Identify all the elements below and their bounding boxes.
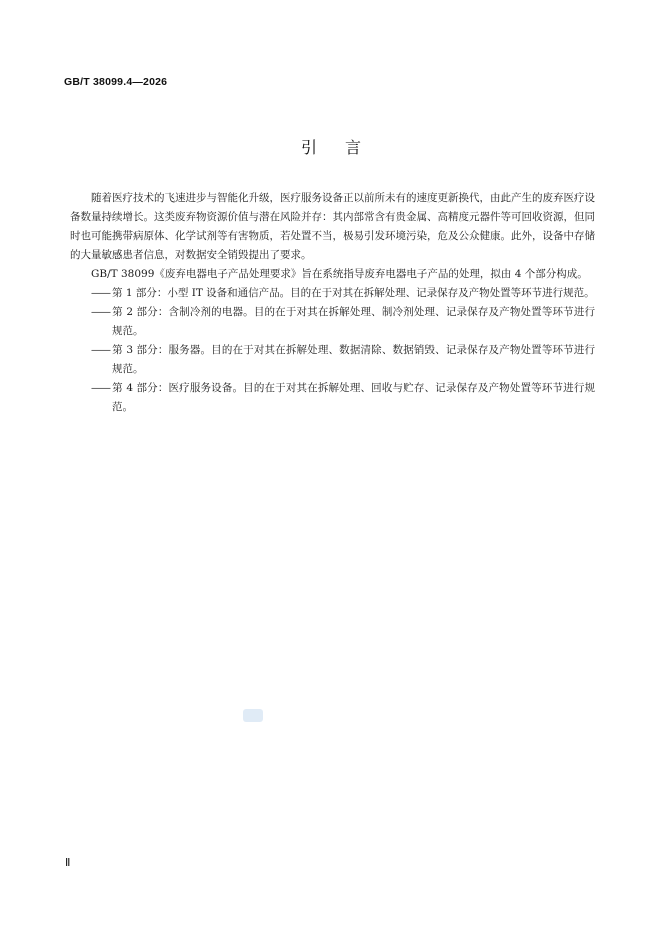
part-list-item: [70, 284, 595, 303]
part-list-item: [70, 303, 595, 341]
introduction-body: [70, 189, 595, 417]
part-list-item: [70, 379, 595, 417]
part-list-item: [70, 341, 595, 379]
watermark-mark: [243, 709, 263, 722]
intro-paragraph-2: GB/T 38099《废弃电器电子产品处理要求》旨在系统指导废弃电器电子产品的处理，拟由 4 个部分构成。: [91, 268, 588, 280]
page-number: Ⅱ: [65, 857, 71, 869]
dash-mark: ——: [91, 287, 110, 299]
standard-number: GB/T 38099.4—2026: [64, 76, 168, 88]
dash-mark: ——: [91, 306, 110, 318]
part-list-item-text: 第 2 部分：含制冷剂的电器。目的在于对其在拆解处理、制冷剂处理、记录保存及产物处置等环节进行规范。: [112, 306, 595, 337]
dash-mark: ——: [91, 382, 110, 394]
dash-mark: ——: [91, 344, 110, 356]
part-list-item-text: 第 3 部分：服务器。目的在于对其在拆解处理、数据清除、数据销毁、记录保存及产物处置等环节进行规范。: [112, 344, 595, 375]
part-list-item-text: 第 1 部分：小型 IT 设备和通信产品。目的在于对其在拆解处理、记录保存及产物处置等环节进行规范。: [112, 287, 595, 299]
part-list-item-text: 第 4 部分：医疗服务设备。目的在于对其在拆解处理、回收与贮存、记录保存及产物处置等环节进行规范。: [112, 382, 595, 413]
intro-paragraph-1: 随着医疗技术的飞速进步与智能化升级，医疗服务设备正以前所未有的速度更新换代，由此产生的废弃医疗设备数量持续增长。这类废弃物资源价值与潜在风险并存：其内部常含有贵金属、高精度元器件等可回收资源，但同时也可能携带病原体、化学试剂等有害物质，若处置不当，极易引发环境污染，危及公众健康。此外，设备中存储的大量敏感患者信息，对数据安全销毁提出了要求。: [70, 192, 595, 261]
page-title: 引言: [300, 138, 389, 157]
